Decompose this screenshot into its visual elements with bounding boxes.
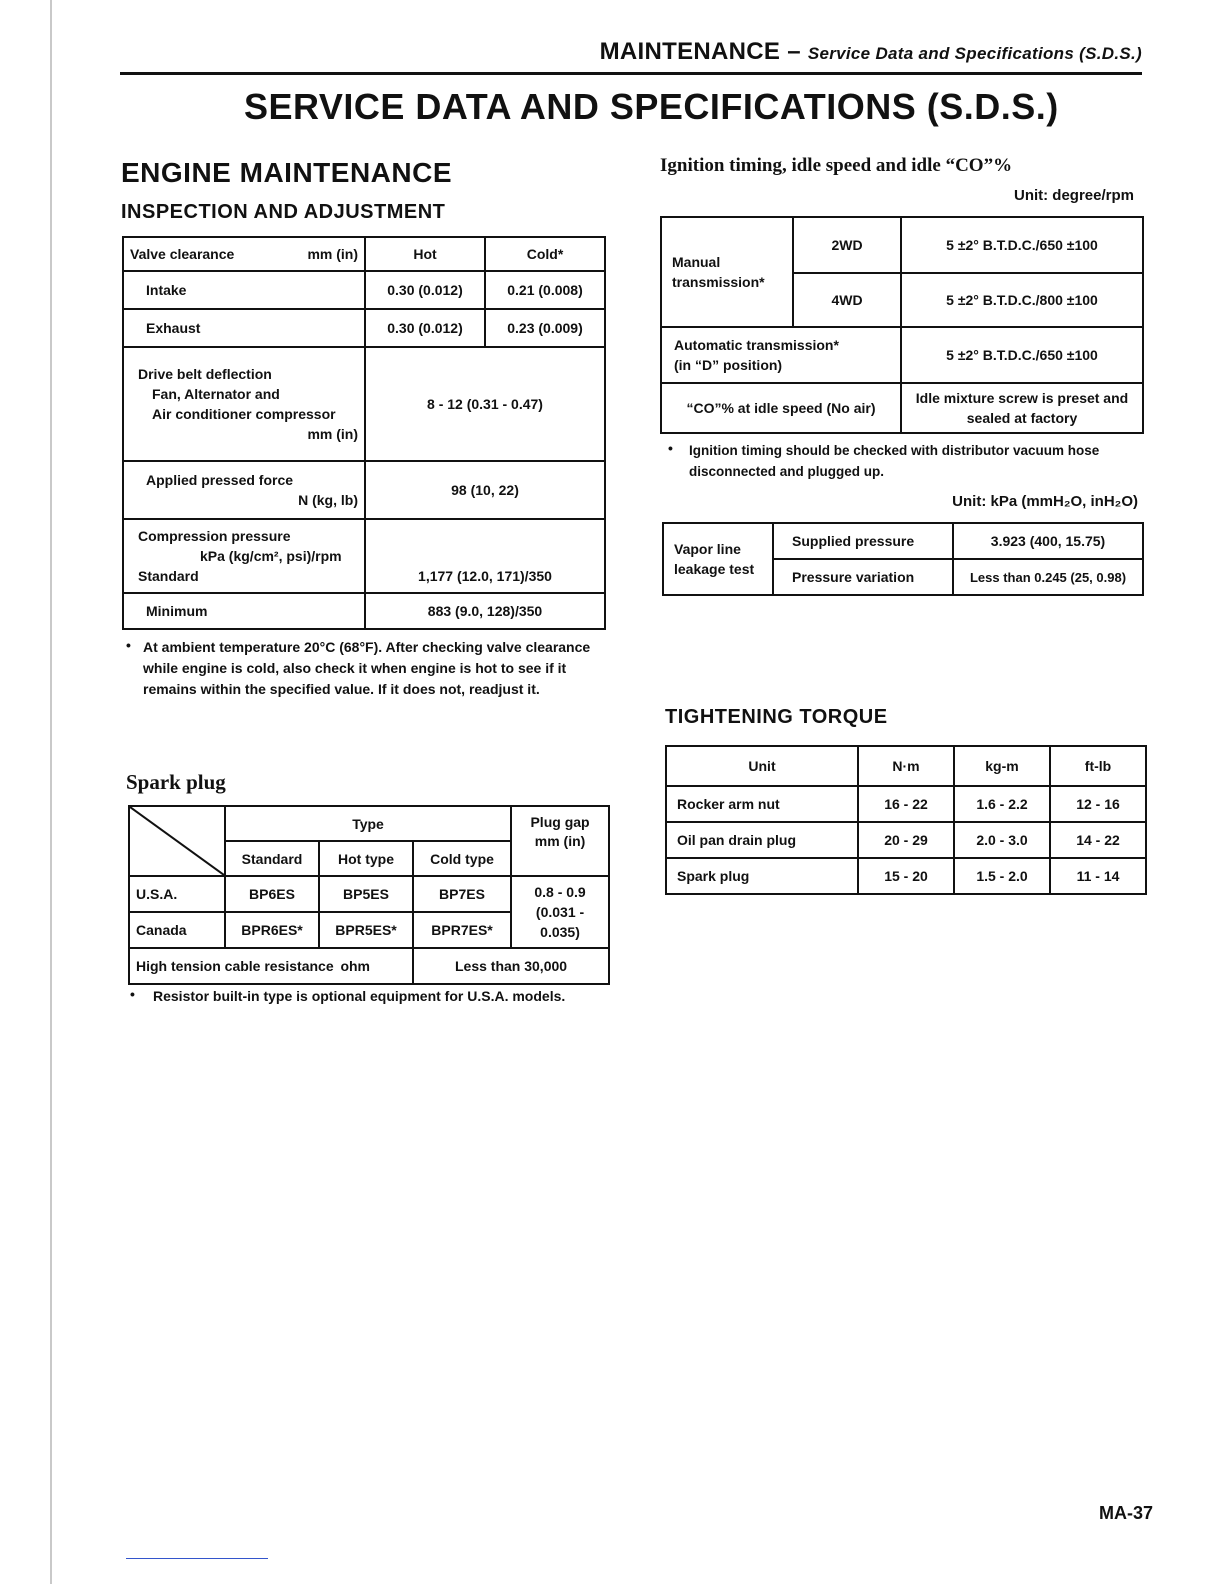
usa-cold: BP7ES [413, 876, 511, 912]
torque-table [665, 745, 1147, 895]
table-row [129, 948, 609, 984]
compression-standard-value: 1,177 (12.0, 171)/350 [365, 519, 605, 593]
table-row [123, 309, 605, 347]
spark-plug-torque-nm: 15 - 20 [858, 858, 954, 894]
rocker-arm-nut-kgm: 1.6 - 2.2 [954, 786, 1050, 822]
usa-standard: BP6ES [225, 876, 319, 912]
inspection-adjustment-heading: INSPECTION AND ADJUSTMENT [121, 201, 446, 223]
drive-belt-line3: Air conditioner compressor [152, 406, 336, 422]
intake-cold-value: 0.21 (0.008) [485, 271, 605, 309]
canada-cold: BPR7ES* [413, 912, 511, 948]
engine-maintenance-heading: ENGINE MAINTENANCE [121, 157, 453, 188]
drive-belt-unit: mm (in) [307, 426, 358, 442]
pressure-variation-label: Pressure variation [773, 559, 953, 595]
spark-plug-heading: Spark plug [126, 770, 226, 794]
2wd-value: 5 ±2° B.T.D.C./650 ±100 [901, 217, 1143, 273]
co-label: “CO”% at idle speed (No air) [661, 383, 901, 433]
exhaust-hot-value: 0.30 (0.012) [365, 309, 485, 347]
plug-gap-value: 0.8 - 0.9 (0.031 - 0.035) [511, 876, 609, 948]
pressed-force-cell [123, 461, 365, 519]
table-row [666, 822, 1146, 858]
compression-minimum-label: Minimum [123, 593, 365, 629]
table-row [123, 271, 605, 309]
table-row [123, 461, 605, 519]
valve-clearance-label: Valve clearance [130, 246, 235, 262]
manual-transmission-label: Manual transmission* [661, 217, 793, 327]
4wd-label: 4WD [793, 273, 901, 327]
table-row [123, 519, 605, 593]
table-row [666, 746, 1146, 786]
vapor-leakage-table [662, 522, 1144, 596]
page-number: MA-37 [1099, 1503, 1154, 1523]
page-title: SERVICE DATA AND SPECIFICATIONS (S.D.S.) [244, 86, 1059, 127]
header-dash: – [780, 38, 808, 65]
drive-belt-cell [123, 347, 365, 461]
ignition-note: Ignition timing should be checked with distributor vacuum hose disconnected and plugged up. [689, 443, 1100, 479]
cable-resistance-label: High tension cable resistance [136, 958, 334, 974]
region-usa: U.S.A. [129, 876, 225, 912]
vapor-line-label: Vapor line leakage test [663, 523, 773, 595]
table-row [661, 383, 1143, 433]
intake-hot-value: 0.30 (0.012) [365, 271, 485, 309]
ignition-table [660, 216, 1144, 434]
table-row [666, 786, 1146, 822]
rocker-arm-nut-nm: 16 - 22 [858, 786, 954, 822]
torque-header-nm: N·m [858, 746, 954, 786]
automatic-transmission-cell [661, 327, 901, 383]
exhaust-label: Exhaust [123, 309, 365, 347]
automatic-transmission-label2: (in “D” position) [674, 357, 783, 373]
co-value: Idle mixture screw is preset and sealed at factory [901, 383, 1143, 433]
2wd-label: 2WD [793, 217, 901, 273]
oil-pan-drain-plug-ftlb: 14 - 22 [1050, 822, 1146, 858]
drive-belt-line2: Fan, Alternator and [152, 386, 280, 402]
oil-pan-drain-plug-kgm: 2.0 - 3.0 [954, 822, 1050, 858]
table-row [123, 347, 605, 461]
region-canada: Canada [129, 912, 225, 948]
header-subsection: Service Data and Specifications (S.D.S.) [807, 44, 1142, 63]
valve-clearance-cell [123, 237, 365, 271]
ignition-note-bullet: • [668, 440, 673, 456]
type-header: Type [225, 806, 511, 841]
plug-gap-header: Plug gap mm (in) [511, 806, 609, 876]
running-header [600, 38, 1142, 66]
table-row [661, 217, 1143, 273]
col-standard-header: Standard [225, 841, 319, 876]
col-cold-header: Cold* [485, 237, 605, 271]
table-row [129, 806, 609, 841]
ignition-heading: Ignition timing, idle speed and idle “CO”% [660, 155, 1013, 176]
col-hot-header: Hot [365, 237, 485, 271]
diagonal-corner-cell [129, 806, 225, 876]
pressed-force-label: Applied pressed force [146, 472, 294, 488]
cable-resistance-value: Less than 30,000 [413, 948, 609, 984]
table-row [123, 237, 605, 271]
col-hot-type-header: Hot type [319, 841, 413, 876]
rocker-arm-nut-label: Rocker arm nut [666, 786, 858, 822]
pressed-force-value: 98 (10, 22) [365, 461, 605, 519]
table-row [666, 858, 1146, 894]
table-row [661, 327, 1143, 383]
footer-link-line [126, 1558, 268, 1559]
table-row [123, 593, 605, 629]
compression-cell [123, 519, 365, 593]
compression-minimum-value: 883 (9.0, 128)/350 [365, 593, 605, 629]
header-rule [120, 72, 1142, 75]
oil-pan-drain-plug-nm: 20 - 29 [858, 822, 954, 858]
pressure-variation-value: Less than 0.245 (25, 0.98) [953, 559, 1143, 595]
torque-header-kgm: kg-m [954, 746, 1050, 786]
canada-standard: BPR6ES* [225, 912, 319, 948]
canada-hot: BPR5ES* [319, 912, 413, 948]
spark-plug-note: Resistor built-in type is optional equipment for U.S.A. models. [153, 988, 566, 1004]
inspection-table [122, 236, 606, 630]
oil-pan-drain-plug-label: Oil pan drain plug [666, 822, 858, 858]
usa-hot: BP5ES [319, 876, 413, 912]
spark-plug-torque-label: Spark plug [666, 858, 858, 894]
drive-belt-value: 8 - 12 (0.31 - 0.47) [365, 347, 605, 461]
automatic-transmission-value: 5 ±2° B.T.D.C./650 ±100 [901, 327, 1143, 383]
valve-clearance-unit: mm (in) [307, 246, 358, 262]
pressed-force-unit: N (kg, lb) [298, 492, 358, 508]
compression-standard-label: Standard [138, 568, 199, 584]
compression-unit: kPa (kg/cm², psi)/rpm [200, 548, 342, 564]
spark-plug-table [128, 805, 610, 985]
compression-label: Compression pressure [138, 528, 291, 544]
vapor-unit: Unit: kPa (mmH₂O, inH₂O) [952, 493, 1138, 510]
spark-plug-torque-ftlb: 11 - 14 [1050, 858, 1146, 894]
diagonal-slash [130, 807, 224, 875]
ignition-unit: Unit: degree/rpm [1013, 187, 1134, 204]
automatic-transmission-label: Automatic transmission* [674, 337, 839, 353]
rocker-arm-nut-ftlb: 12 - 16 [1050, 786, 1146, 822]
supplied-pressure-label: Supplied pressure [773, 523, 953, 559]
4wd-value: 5 ±2° B.T.D.C./800 ±100 [901, 273, 1143, 327]
table-row [663, 523, 1143, 559]
exhaust-cold-value: 0.23 (0.009) [485, 309, 605, 347]
torque-header-ftlb: ft-lb [1050, 746, 1146, 786]
header-section: MAINTENANCE [599, 38, 781, 65]
drive-belt-label: Drive belt deflection [138, 366, 272, 382]
cable-resistance-unit: ohm [340, 958, 370, 974]
spark-note-bullet: • [130, 986, 135, 1002]
spark-plug-torque-kgm: 1.5 - 2.0 [954, 858, 1050, 894]
binder-edge-line [50, 0, 52, 1584]
supplied-pressure-value: 3.923 (400, 15.75) [953, 523, 1143, 559]
cable-resistance-cell [129, 948, 413, 984]
inspection-note-bullet: • [126, 637, 131, 653]
table-row [129, 876, 609, 912]
tightening-torque-heading: TIGHTENING TORQUE [665, 706, 888, 728]
torque-header-unit: Unit [666, 746, 858, 786]
inspection-note: At ambient temperature 20°C (68°F). After checking valve clearance while engine is cold, also check it when engine is hot to see if it remains within the specified value. If it does not, readjust it. [143, 639, 591, 697]
col-cold-type-header: Cold type [413, 841, 511, 876]
intake-label: Intake [123, 271, 365, 309]
